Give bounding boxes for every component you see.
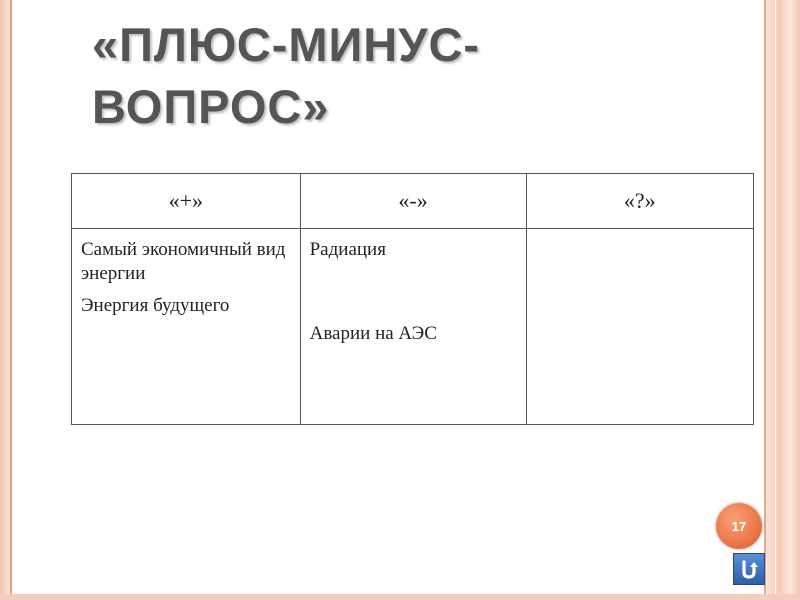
frame-left-line [10, 0, 12, 600]
header-question: «?» [526, 174, 754, 229]
slide-title-line-1: «ПЛЮС-МИНУС- [92, 18, 481, 71]
frame-right-highlight [775, 0, 776, 600]
frame-right-border [766, 0, 800, 600]
header-minus: «-» [300, 174, 526, 229]
plus-item-1: Самый экономичный вид энергии [81, 239, 286, 284]
page-number-badge: 17 [716, 503, 762, 549]
table-header-row [72, 174, 754, 229]
cell-question [526, 229, 754, 425]
plus-minus-table [71, 173, 754, 425]
minus-item-2: Аварии на АЭС [309, 323, 437, 344]
minus-item-1: Радиация [309, 239, 386, 260]
frame-right-line [764, 0, 766, 600]
slide-title [92, 14, 742, 138]
frame-bottom-border [0, 594, 800, 600]
header-plus: «+» [72, 174, 301, 229]
slide-title-line-2: ВОПРОС» [92, 80, 330, 133]
plus-item-2: Энергия будущего [81, 295, 230, 316]
cell-minus [300, 229, 526, 425]
return-button[interactable] [733, 553, 765, 585]
table-row [72, 229, 754, 425]
cell-plus [72, 229, 301, 425]
frame-left-border [0, 0, 10, 600]
return-arrow-icon [738, 558, 760, 580]
